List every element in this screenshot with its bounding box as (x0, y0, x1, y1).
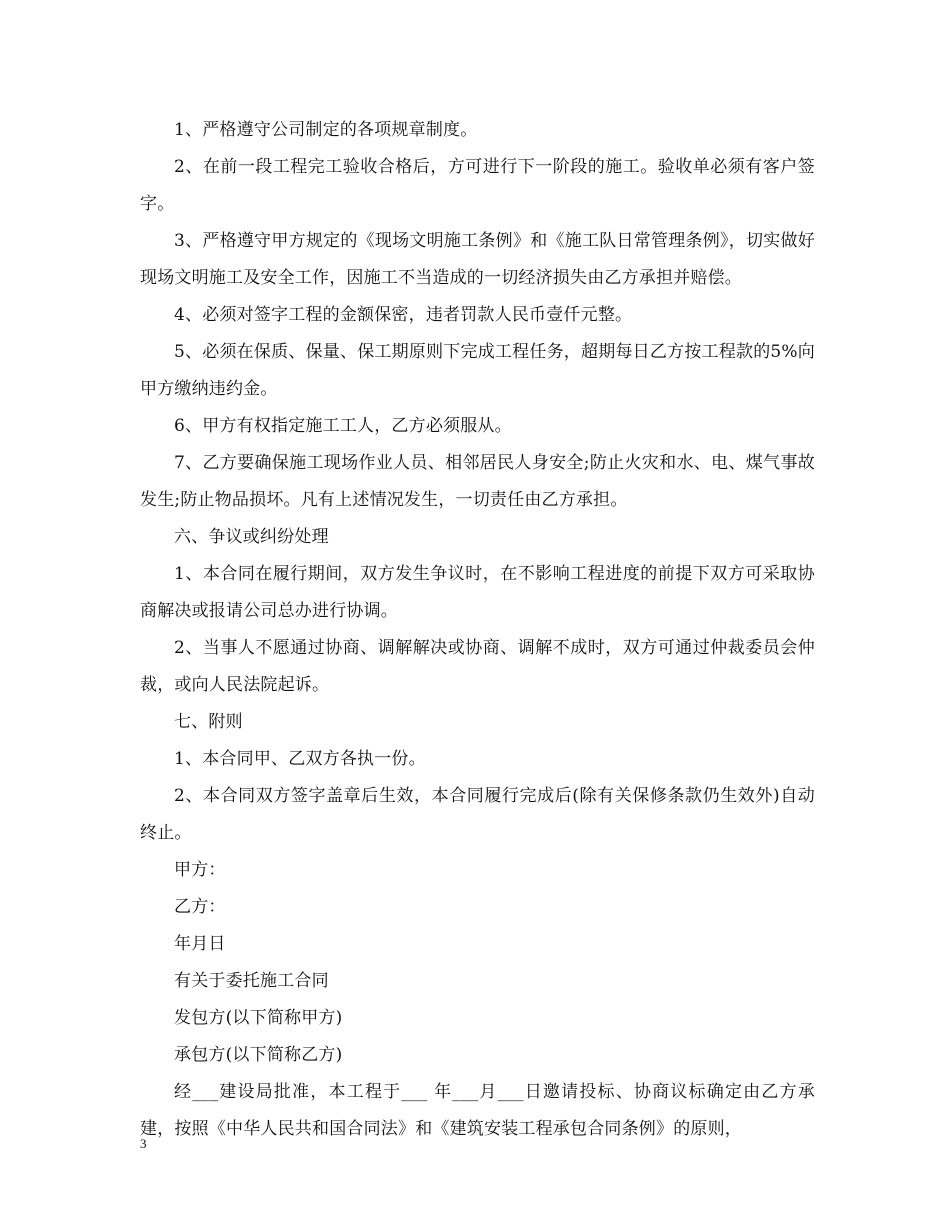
signature-party-b: 乙方： (174, 897, 226, 917)
signature-date: 年月日 (174, 934, 226, 954)
paragraph-rule-1: 1、严格遵守公司制定的各项规章制度。 (174, 120, 478, 140)
paragraph-rule-5: 5、必须在保质、保量、保工期原则下完成工程任务，超期每日乙方按工程款的5%向甲方缴纳违约金。 (140, 342, 815, 399)
contract-title: 有关于委托施工合同 (174, 971, 329, 991)
paragraph-dispute-1: 1、本合同在履行期间，双方发生争议时，在不影响工程进度的前提下双方可采取协商解决或报请公司总办进行协调。 (140, 564, 815, 621)
section-heading-supplementary: 七、附则 (174, 712, 243, 732)
signature-party-a: 甲方： (174, 860, 226, 880)
paragraph-supplementary-1: 1、本合同甲、乙双方各执一份。 (174, 749, 426, 769)
paragraph-supplementary-2: 2、本合同双方签字盖章后生效，本合同履行完成后(除有关保修条款仍生效外)自动终止。 (140, 786, 815, 843)
paragraph-rule-3: 3、严格遵守甲方规定的《现场文明施工条例》和《施工队日常管理条例》，切实做好现场文明施工及安全工作，因施工不当造成的一切经济损失由乙方承担并赔偿。 (140, 231, 815, 288)
paragraph-rule-2: 2、在前一段工程完工验收合格后，方可进行下一阶段的施工。验收单必须有客户签字。 (140, 157, 815, 214)
paragraph-rule-4: 4、必须对签字工程的金额保密，违者罚款人民币壹仟元整。 (174, 305, 633, 325)
paragraph-rule-7: 7、乙方要确保施工现场作业人员、相邻居民人身安全;防止火灾和水、电、煤气事故发生;防止物品损坏。凡有上述情况发生，一切责任由乙方承担。 (140, 453, 815, 510)
paragraph-rule-6: 6、甲方有权指定施工工人，乙方必须服从。 (174, 416, 512, 436)
contract-preamble: 经___建设局批准，本工程于___ 年___月___日邀请投标、协商议标确定由乙方承建，按照《中华人民共和国合同法》和《建筑安装工程承包合同条例》的原则， (140, 1082, 815, 1139)
document-body (140, 112, 815, 1148)
contract-contractor: 承包方(以下简称乙方) (174, 1045, 343, 1065)
section-heading-disputes: 六、争议或纠纷处理 (174, 527, 329, 547)
contract-employer: 发包方(以下简称甲方) (174, 1008, 343, 1028)
page-number: 3 (140, 1136, 147, 1151)
paragraph-dispute-2: 2、当事人不愿通过协商、调解解决或协商、调解不成时，双方可通过仲裁委员会仲裁，或向人民法院起诉。 (140, 638, 815, 695)
